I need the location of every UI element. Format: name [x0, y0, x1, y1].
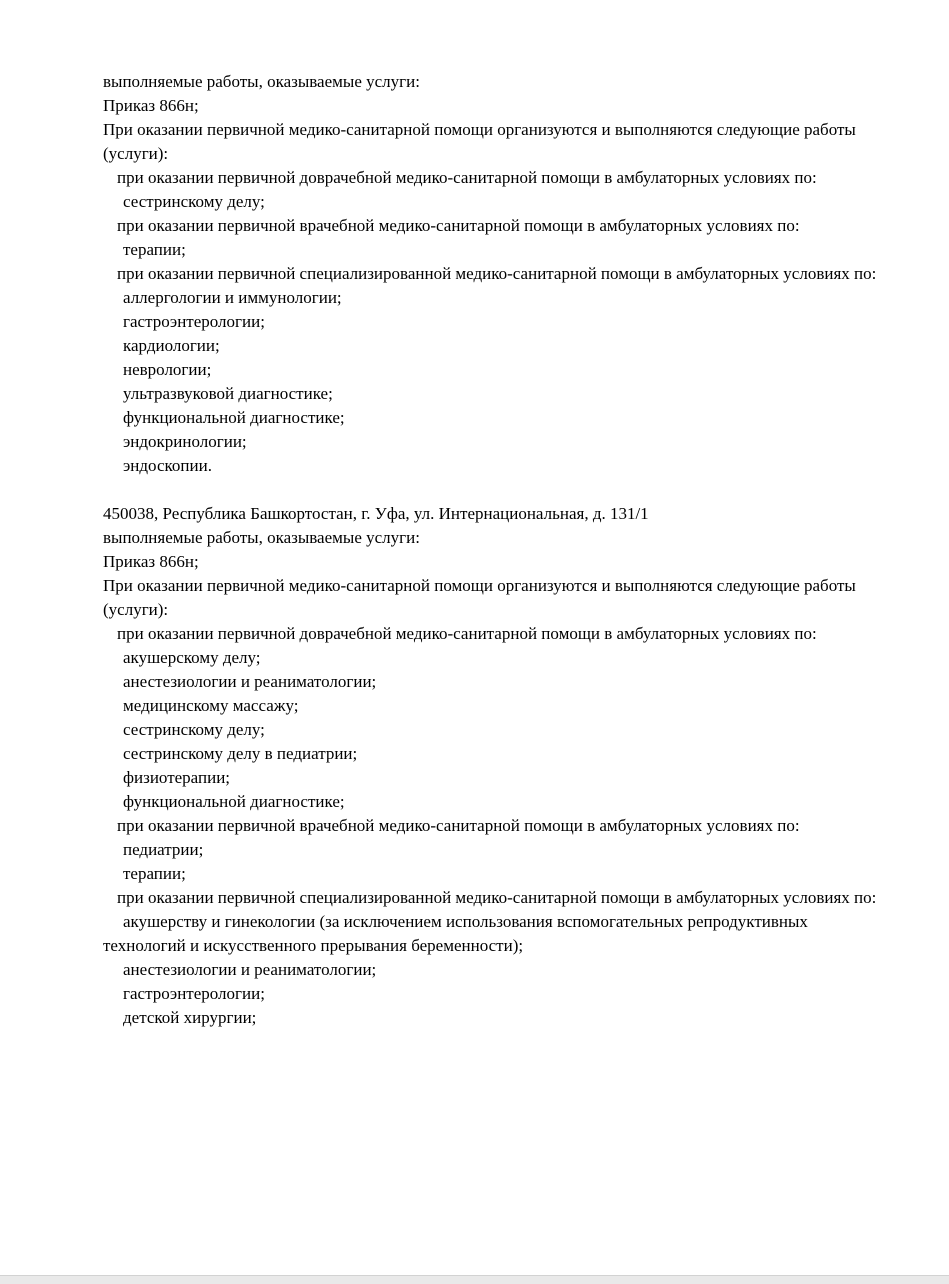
text-line: педиатрии; [123, 840, 204, 859]
text-line: функциональной диагностике; [123, 792, 345, 811]
text-line: функциональной диагностике; [123, 408, 345, 427]
text-line: неврологии; [123, 360, 212, 379]
text-line: Приказ 866н; [103, 96, 199, 115]
text-line: терапии; [123, 240, 186, 259]
text-line: анестезиологии и реаниматологии; [123, 672, 377, 691]
text-line: ультразвуковой диагностике; [123, 384, 333, 403]
text-line: медицинскому массажу; [123, 696, 299, 715]
text-line: акушерству и гинекологии (за исключением использования вспомогательных репродуктивных технологий и искусственного прерывания беременности); [103, 912, 808, 955]
text-line: акушерскому делу; [123, 648, 261, 667]
text-line: при оказании первичной врачебной медико-санитарной помощи в амбулаторных условиях по: [117, 816, 800, 835]
text-line: сестринскому делу; [123, 720, 265, 739]
text-line: анестезиологии и реаниматологии; [123, 960, 377, 979]
footer-bar [0, 1275, 949, 1284]
text-line: при оказании первичной доврачебной медико-санитарной помощи в амбулаторных условиях по: [117, 168, 817, 187]
text-line: эндокринологии; [123, 432, 247, 451]
text-line: кардиологии; [123, 336, 220, 355]
text-block [103, 502, 891, 1030]
text-line: эндоскопии. [123, 456, 212, 475]
text-line: сестринскому делу в педиатрии; [123, 744, 358, 763]
text-line: при оказании первичной специализированной медико-санитарной помощи в амбулаторных условиях по: [117, 888, 877, 907]
text-line: детской хирургии; [123, 1008, 257, 1027]
text-line: при оказании первичной специализированной медико-санитарной помощи в амбулаторных условиях по: [117, 264, 877, 283]
text-line: выполняемые работы, оказываемые услуги: [103, 72, 420, 91]
text-line: аллергологии и иммунологии; [123, 288, 342, 307]
text-line: 450038, Республика Башкортостан, г. Уфа, ул. Интернациональная, д. 131/1 [103, 504, 649, 523]
text-line: сестринскому делу; [123, 192, 265, 211]
text-line: выполняемые работы, оказываемые услуги: [103, 528, 420, 547]
text-line: Приказ 866н; [103, 552, 199, 571]
text-line: гастроэнтерологии; [123, 312, 265, 331]
text-line: при оказании первичной доврачебной медико-санитарной помощи в амбулаторных условиях по: [117, 624, 817, 643]
text-line: при оказании первичной врачебной медико-санитарной помощи в амбулаторных условиях по: [117, 216, 800, 235]
text-line: физиотерапии; [123, 768, 231, 787]
text-line: При оказании первичной медико-санитарной помощи организуются и выполняются следующие работы (услуги): [103, 120, 856, 163]
text-line: гастроэнтерологии; [123, 984, 265, 1003]
document-text [103, 70, 891, 1030]
text-line: терапии; [123, 864, 186, 883]
text-block [103, 70, 891, 478]
text-line: При оказании первичной медико-санитарной помощи организуются и выполняются следующие работы (услуги): [103, 576, 856, 619]
